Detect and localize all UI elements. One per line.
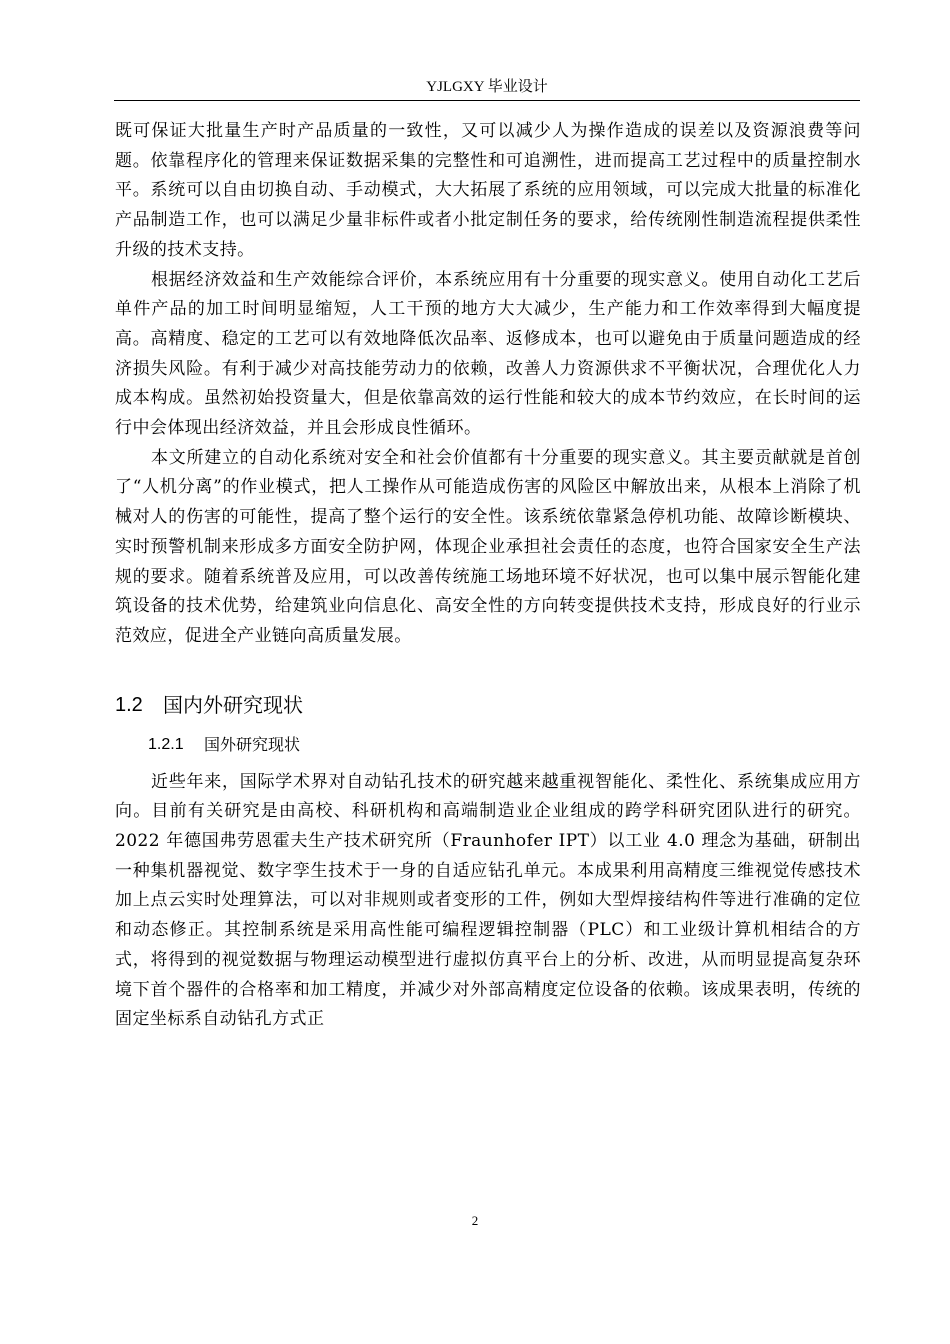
header-rule	[114, 100, 860, 101]
section-heading	[115, 688, 861, 722]
body-paragraph: 近些年来，国际学术界对自动钻孔技术的研究越来越重视智能化、柔性化、系统集成应用方向。目前有关研究是由高校、科研机构和高端制造业企业组成的跨学科研究团队进行的研究。2022 年德国弗劳恩霍夫生产技术研究所（Fraunhofer IPT）以工业 4.0 理念为基础，研制出一种集机器视觉、数字孪生技术于一身的自适应钻孔单元。本成果利用高精度三维视觉传感技术加上点云实时处理算法，可以对非规则或者变形的工件，例如大型焊接结构件等进行准确的定位和动态修正。其控制系统是采用高性能可编程逻辑控制器（PLC）和工业级计算机相结合的方式，将得到的视觉数据与物理运动模型进行虚拟仿真平台上的分析、改进，从而明显提高复杂环境下首个器件的合格率和加工精度，并减少对外部高精度定位设备的依赖。该成果表明，传统的固定坐标系自动钻孔方式正	[115, 771, 861, 1030]
page-number: 2	[471, 1213, 479, 1228]
subsection-title: 国外研究现状	[204, 734, 301, 754]
subsection-number: 1.2.1	[148, 735, 184, 753]
body-paragraph: 本文所建立的自动化系统对安全和社会价值都有十分重要的现实意义。其主要贡献就是首创了“人机分离”的作业模式，把人工操作从可能造成伤害的风险区中解放出来，从根本上消除了机械对人的伤害的可能性，提高了整个运行的安全性。该系统依靠紧急停机功能、故障诊断模块、实时预警机制来形成多方面安全防护网，体现企业承担社会责任的态度，也符合国家安全生产法规的要求。随着系统普及应用，可以改善传统施工场地环境不好状况，也可以集中展示智能化建筑设备的技术优势，给建筑业向信息化、高安全性的方向转变提供技术支持，形成良好的行业示范效应，促进全产业链向高质量发展。	[115, 447, 861, 646]
section-title: 国内外研究现状	[163, 692, 303, 717]
body-paragraph: 根据经济效益和生产效能综合评价，本系统应用有十分重要的现实意义。使用自动化工艺后单件产品的加工时间明显缩短，人工干预的地方大大减少，生产能力和工作效率得到大幅度提高。高精度、稳定的工艺可以有效地降低次品率、返修成本，也可以避免由于质量问题造成的经济损失风险。有利于减少对高技能劳动力的依赖，改善人力资源供求不平衡状况，合理优化人力成本构成。虽然初始投资量大，但是依靠高效的运行性能和较大的成本节约效应，在长时间的运行中会体现出经济效益，并且会形成良性循环。	[115, 269, 861, 439]
page-header: YJLGXY 毕业设计	[426, 79, 548, 95]
section-number: 1.2	[115, 693, 143, 716]
document-body	[115, 117, 861, 1035]
subsection-heading	[148, 732, 861, 758]
body-paragraph: 既可保证大批量生产时产品质量的一致性，又可以减少人为操作造成的误差以及资源浪费等问题。依靠程序化的管理来保证数据采集的完整性和可追溯性，进而提高工艺过程中的质量控制水平。系统可以自由切换自动、手动模式，大大拓展了系统的应用领域，可以完成大批量的标准化产品制造工作，也可以满足少量非标件或者小批定制任务的要求，给传统刚性制造流程提供柔性升级的技术支持。	[115, 121, 861, 260]
